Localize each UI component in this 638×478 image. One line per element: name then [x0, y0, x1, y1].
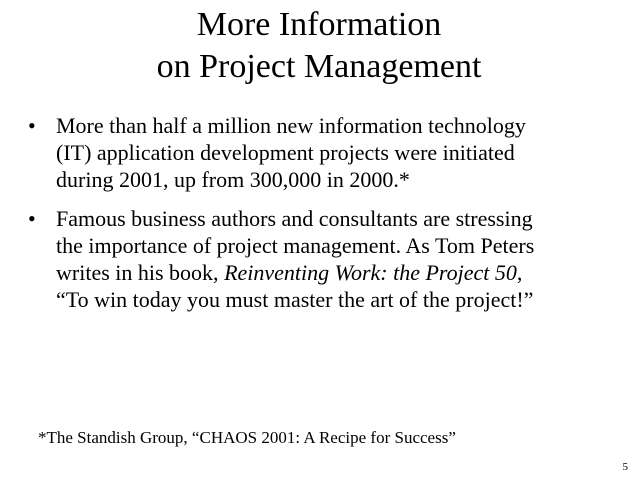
slide-title-line-1: More Information	[196, 6, 442, 43]
bullet-1-line-3: during 2001, up from 300,000 in 2000.*	[56, 167, 410, 192]
bullet-2-line-4: “To win today you must master the art of the project!”	[56, 287, 534, 312]
bullet-text-2	[56, 205, 618, 313]
slide-title-line-2: on Project Management	[156, 48, 482, 85]
bullet-item-2	[28, 205, 618, 313]
footnote: *The Standish Group, “CHAOS 2001: A Recipe for Success”	[38, 428, 456, 447]
bullet-1-line-2: (IT) application development projects were initiated	[56, 140, 515, 165]
bullet-2-line-1: Famous business authors and consultants are stressing	[56, 206, 533, 231]
book-title: Reinventing Work: the Project 50	[224, 260, 517, 285]
bullet-1-line-1: More than half a million new information technology	[56, 113, 526, 138]
bullet-2-line-3	[56, 259, 618, 286]
bullet-text-1	[56, 112, 618, 193]
bullet-marker: •	[28, 206, 36, 231]
bullet-2-line-3-prefix: writes in his book,	[56, 260, 225, 285]
bullet-item-1	[28, 112, 618, 193]
slide-title	[0, 4, 638, 88]
bullet-marker: •	[28, 113, 36, 138]
page-number: 5	[622, 461, 628, 473]
bullet-list	[28, 112, 618, 325]
bullet-2-line-2: the importance of project management. As Tom Peters	[56, 233, 535, 258]
bullet-2-line-3-suffix: ,	[516, 260, 523, 285]
